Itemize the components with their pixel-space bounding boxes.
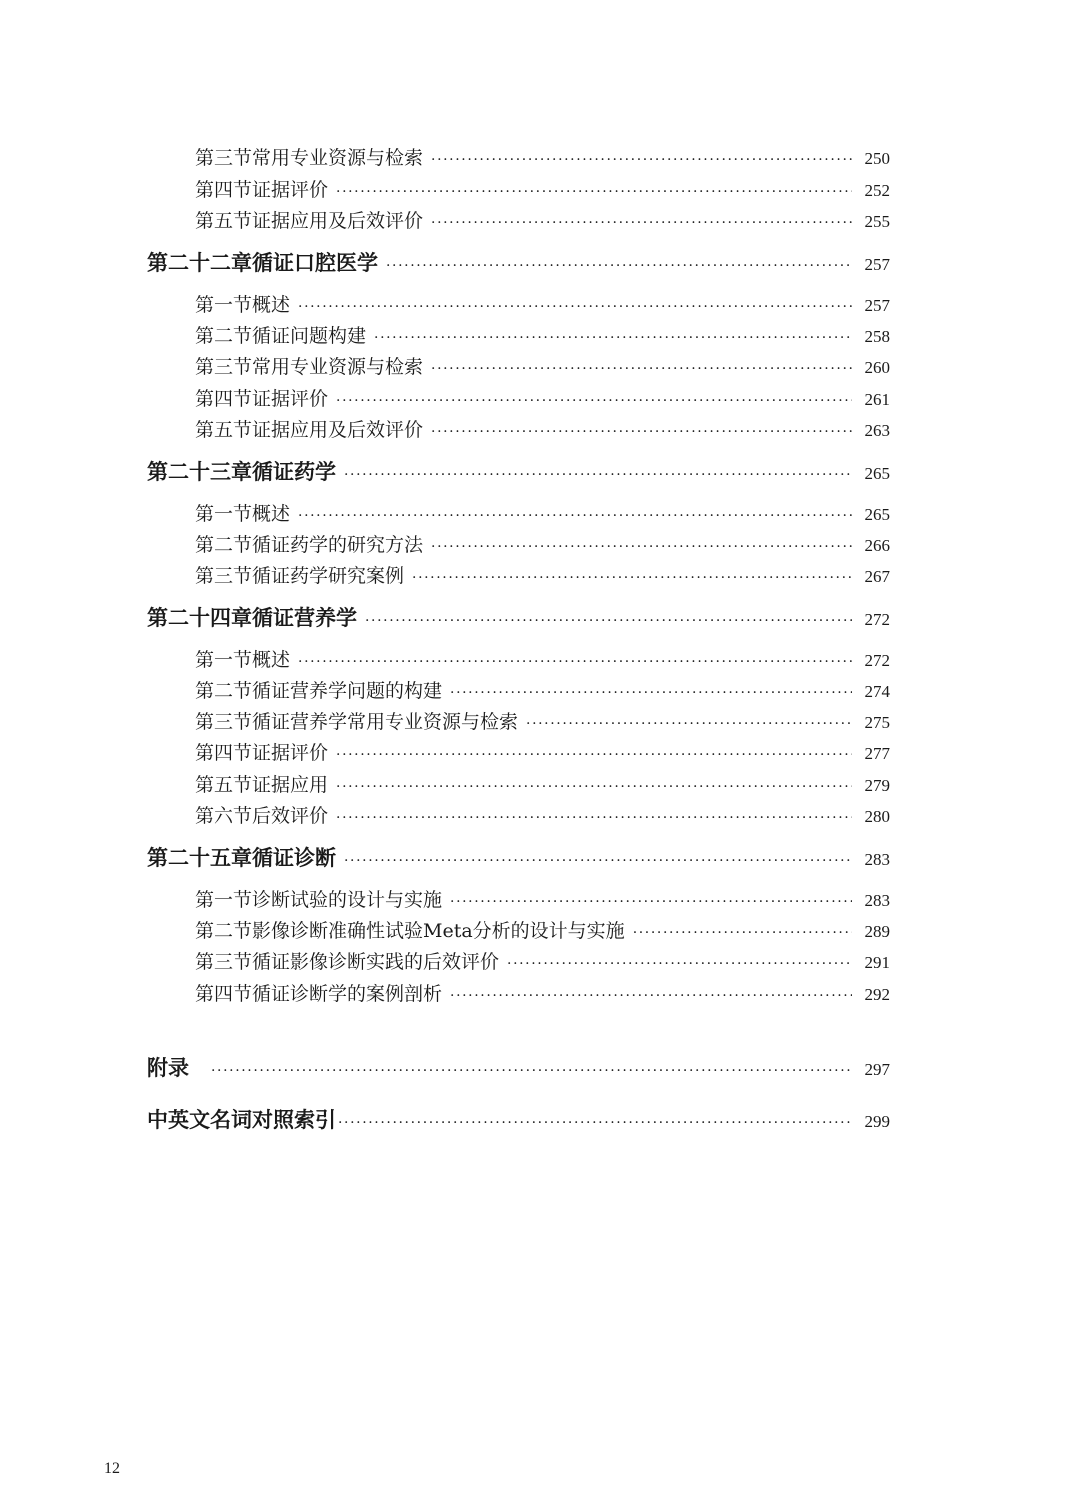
- section-number: 第五节: [195, 774, 253, 796]
- section-number: 第三节: [195, 147, 253, 169]
- dot-leader: [336, 393, 852, 409]
- section-number: 第二节: [195, 920, 253, 942]
- chapter-title: 循证营养学: [252, 605, 357, 630]
- page-number: 274: [864, 682, 890, 701]
- section-title: 后效评价: [252, 805, 329, 827]
- section-title: 诊断试验的设计与实施: [252, 889, 443, 911]
- page-number: 257: [864, 255, 890, 274]
- chapter-title: 循证诊断: [252, 845, 336, 870]
- appendix-title: 附录: [147, 1055, 189, 1080]
- section-number: 第五节: [195, 210, 253, 232]
- chapter-title: 循证药学: [252, 459, 336, 484]
- section-number: 第一节: [195, 889, 253, 911]
- section-title: 影像诊断准确性试验Meta分析的设计与实施: [252, 920, 625, 942]
- section-number: 第四节: [195, 388, 253, 410]
- dot-leader: [431, 539, 852, 555]
- section-title: 循证问题构建: [252, 325, 367, 347]
- toc-entry: [195, 384, 890, 411]
- page-number: 297: [864, 1060, 890, 1079]
- page-number: 252: [864, 181, 890, 200]
- page-number: 266: [864, 536, 890, 555]
- section-number: 第一节: [195, 649, 253, 671]
- dot-leader: [336, 810, 852, 826]
- dot-leader: [344, 853, 852, 869]
- dot-leader: [365, 613, 852, 629]
- toc-entry: [195, 770, 890, 797]
- section-title: 常用专业资源与检索: [252, 356, 424, 378]
- section-title: 概述: [252, 503, 291, 525]
- section-title: 证据应用及后效评价: [252, 210, 424, 232]
- page-number: 258: [864, 327, 890, 346]
- dot-leader: [336, 184, 852, 200]
- toc-entry: [195, 676, 890, 703]
- toc-entry: [195, 206, 890, 233]
- dot-leader: [298, 299, 852, 315]
- toc-entry: [195, 885, 890, 912]
- page-number: 261: [864, 390, 890, 409]
- dot-leader: [450, 685, 852, 701]
- section-title: 证据评价: [252, 179, 329, 201]
- dot-leader: [386, 258, 852, 274]
- section-title: 证据应用: [252, 774, 329, 796]
- section-number: 第四节: [195, 742, 253, 764]
- dot-leader: [338, 1115, 852, 1131]
- dot-leader: [431, 424, 852, 440]
- dot-leader: [431, 152, 852, 168]
- page-number: 250: [864, 149, 890, 168]
- page-number: 272: [864, 610, 890, 629]
- section-title: 循证药学的研究方法: [252, 534, 424, 556]
- toc-entry: [195, 561, 890, 588]
- toc-entry: [195, 352, 890, 379]
- toc-entry: [195, 707, 890, 734]
- toc-entry: [195, 290, 890, 317]
- toc-entry: [195, 415, 890, 442]
- dot-leader: [431, 361, 852, 377]
- section-title: 证据评价: [252, 388, 329, 410]
- dot-leader: [431, 215, 852, 231]
- toc-entry: [195, 801, 890, 828]
- toc-entry: [195, 979, 890, 1006]
- section-number: 第五节: [195, 419, 253, 441]
- section-title: 循证诊断学的案例剖析: [252, 983, 443, 1005]
- chapter-title: 循证口腔医学: [252, 250, 378, 275]
- page-number: 283: [864, 850, 890, 869]
- section-number: 第三节: [195, 711, 253, 733]
- page-number: 277: [864, 744, 890, 763]
- section-title: 常用专业资源与检索: [252, 147, 424, 169]
- section-number: 第三节: [195, 951, 253, 973]
- dot-leader: [526, 716, 852, 732]
- chapter-number: 第二十二章: [147, 250, 252, 275]
- section-title: 循证影像诊断实践的后效评价: [252, 951, 500, 973]
- section-title: 循证药学研究案例: [252, 565, 405, 587]
- toc-appendix: [147, 1052, 890, 1082]
- toc-chapter: [147, 842, 890, 872]
- toc-entry: [195, 499, 890, 526]
- dot-leader: [344, 467, 852, 483]
- section-number: 第三节: [195, 356, 253, 378]
- page-number: 279: [864, 776, 890, 795]
- toc-entry: [195, 530, 890, 557]
- section-number: 第二节: [195, 534, 253, 556]
- page-number: 275: [864, 713, 890, 732]
- section-number: 第四节: [195, 179, 253, 201]
- dot-leader: [336, 779, 852, 795]
- section-title: 概述: [252, 294, 291, 316]
- page-number: 289: [864, 922, 890, 941]
- chapter-number: 第二十三章: [147, 459, 252, 484]
- section-number: 第四节: [195, 983, 253, 1005]
- dot-leader: [298, 654, 852, 670]
- toc-chapter: [147, 247, 890, 277]
- section-title: 证据评价: [252, 742, 329, 764]
- toc-entry: [195, 916, 890, 943]
- page-number: 263: [864, 421, 890, 440]
- dot-leader: [450, 894, 852, 910]
- folio-page-number: 12: [104, 1460, 120, 1477]
- toc-entry: [195, 175, 890, 202]
- dot-leader: [633, 925, 852, 941]
- section-title: 循证营养学问题的构建: [252, 680, 443, 702]
- section-number: 第一节: [195, 294, 253, 316]
- section-number: 第二节: [195, 325, 253, 347]
- section-number: 第二节: [195, 680, 253, 702]
- page-number: 283: [864, 891, 890, 910]
- section-title: 概述: [252, 649, 291, 671]
- page-number: 255: [864, 212, 890, 231]
- section-number: 第六节: [195, 805, 253, 827]
- dot-leader: [336, 747, 852, 763]
- index-title: 中英文名词对照索引: [147, 1107, 336, 1132]
- section-title: 循证营养学常用专业资源与检索: [252, 711, 519, 733]
- page-number: 291: [864, 953, 890, 972]
- page-number: 280: [864, 807, 890, 826]
- page-number: 272: [864, 651, 890, 670]
- page-number: 299: [864, 1112, 890, 1131]
- toc-chapter: [147, 456, 890, 486]
- page-number: 292: [864, 985, 890, 1004]
- toc-entry: [195, 143, 890, 170]
- toc-entry: [195, 947, 890, 974]
- toc-entry: [195, 738, 890, 765]
- dot-leader: [450, 988, 852, 1004]
- page-number: 267: [864, 567, 890, 586]
- dot-leader: [507, 956, 852, 972]
- dot-leader: [412, 570, 852, 586]
- dot-leader: [211, 1063, 852, 1079]
- section-title: 证据应用及后效评价: [252, 419, 424, 441]
- dot-leader: [374, 330, 852, 346]
- toc-chapter: [147, 602, 890, 632]
- toc-entry: [195, 645, 890, 672]
- page-number: 265: [864, 464, 890, 483]
- section-number: 第一节: [195, 503, 253, 525]
- toc-entry: [195, 321, 890, 348]
- chapter-number: 第二十五章: [147, 845, 252, 870]
- chapter-number: 第二十四章: [147, 605, 252, 630]
- section-number: 第三节: [195, 565, 253, 587]
- toc-index: [147, 1104, 890, 1134]
- dot-leader: [298, 508, 852, 524]
- page-number: 257: [864, 296, 890, 315]
- page-number: 265: [864, 505, 890, 524]
- page-number: 260: [864, 358, 890, 377]
